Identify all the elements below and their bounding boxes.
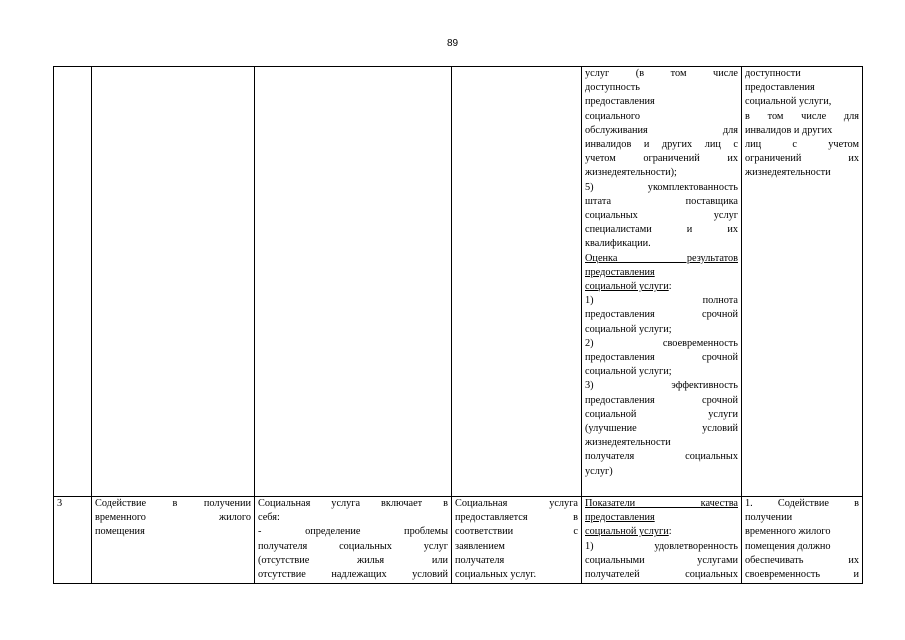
cell-text-line: получателя: [455, 554, 505, 566]
cell-text-line: 1) удовлетворенность: [585, 540, 738, 552]
cell-text-line: Содействие в получении: [95, 498, 251, 509]
cell-text-line: социальной услуги:: [585, 526, 672, 538]
cell-text-line: лиц с учетом: [745, 139, 859, 151]
cell-text-line: жизнедеятельности: [585, 437, 671, 449]
cell-text-line: 2) своевременность: [585, 337, 738, 349]
cell-text-line: (отсутствие жилья или: [258, 554, 448, 566]
cell-text-line: социального: [585, 110, 641, 122]
cell-text-line: штата поставщика: [585, 195, 738, 207]
cell-text-line: обеспечивать их: [745, 554, 859, 566]
cell-text-line: специалистами и их: [585, 224, 738, 236]
cell-text-line: себя:: [258, 512, 280, 524]
cell-text-line: помещения: [95, 526, 145, 538]
cell-text-line: учетом ограничений их: [585, 153, 738, 165]
cell-text-line: инвалидов и других лиц с: [585, 139, 738, 151]
cell-text-line: Социальная услуга включает в: [258, 498, 448, 509]
cell-text-line: 5) укомплектованность: [585, 181, 738, 193]
cell-text-line: предоставляется в: [455, 512, 578, 524]
cell-text-line: 1. Содействие в: [745, 498, 859, 509]
cell-text-line: социальной услуги;: [585, 366, 672, 378]
table-row-3: [54, 497, 863, 584]
cell-text-line: получателей социальных: [585, 569, 738, 581]
cell-text-line: 1) полнота: [585, 295, 738, 307]
cell-text-line: Социальная услуга: [455, 498, 578, 509]
cell-text-line: предоставления: [585, 512, 655, 524]
cell-text-line: своевременность и: [745, 569, 859, 581]
cell-text-line: ограничений их: [745, 153, 859, 165]
cell-text-line: жизнедеятельности);: [585, 167, 677, 179]
cell-text-line: отсутствие надлежащих условий: [258, 569, 448, 581]
cell-text-line: социальных услуг: [585, 210, 738, 222]
cell-number: [54, 67, 92, 497]
services-table: [53, 66, 863, 584]
cell-text-line: инвалидов и других: [745, 124, 833, 136]
cell-conditions-notes: [742, 67, 863, 497]
cell-text-line: 3) эффективность: [585, 380, 738, 392]
cell-number: [54, 497, 92, 584]
cell-text-line: предоставления: [745, 82, 815, 94]
cell-quality-indicators: [582, 67, 742, 497]
cell-service-description: [255, 67, 452, 497]
cell-text-line: социальной услуги,: [745, 96, 832, 108]
cell-text-line: обслуживания для: [585, 124, 738, 136]
cell-service-conditions: [452, 497, 582, 584]
cell-text-line: жизнедеятельности: [745, 167, 831, 179]
cell-text-line: предоставления: [585, 96, 655, 108]
cell-text-line: (улучшение условий: [585, 423, 738, 435]
cell-text-line: предоставления: [585, 266, 655, 278]
cell-service-description: [255, 497, 452, 584]
cell-text-line: социальными услугами: [585, 554, 738, 566]
cell-text-line: заявлением: [455, 540, 505, 552]
cell-text-line: временного жилого: [745, 526, 831, 538]
cell-text-line: Оценка результатов: [585, 252, 738, 264]
cell-text-line: помещения должно: [745, 540, 831, 552]
cell-text-line: получателя социальных услуг: [258, 540, 448, 552]
cell-text-line: получении: [745, 512, 793, 524]
cell-text-line: соответствии с: [455, 526, 578, 538]
cell-service-conditions: [452, 67, 582, 497]
cell-text-line: услуг): [585, 465, 613, 477]
cell-text-line: предоставления срочной: [585, 309, 738, 321]
cell-text-line: доступности: [745, 68, 801, 79]
cell-text-line: предоставления срочной: [585, 394, 738, 406]
cell-text-line: - определение проблемы: [258, 526, 448, 538]
cell-text-line: квалификации.: [585, 238, 651, 250]
cell-text-line: доступность: [585, 82, 640, 94]
cell-text-line: получателя социальных: [585, 451, 738, 463]
cell-service-name: [92, 497, 255, 584]
cell-text-line: услуг (в том числе: [585, 68, 738, 79]
page-number: 89: [446, 38, 459, 49]
cell-text-line: социальной услуги: [585, 408, 738, 420]
cell-text-line: социальных услуг.: [455, 569, 537, 581]
cell-text-line: в том числе для: [745, 110, 859, 122]
cell-conditions-notes: [742, 497, 863, 584]
table-row-continuation: [54, 67, 863, 497]
cell-service-name: [92, 67, 255, 497]
cell-text-line: временного жилого: [95, 512, 251, 524]
cell-text-line: Показатели качества: [585, 498, 738, 509]
cell-text-line: социальной услуги;: [585, 323, 672, 335]
row-number: 3: [57, 498, 63, 509]
cell-text-line: социальной услуги:: [585, 281, 672, 293]
cell-text-line: предоставления срочной: [585, 352, 738, 364]
cell-quality-indicators: [582, 497, 742, 584]
